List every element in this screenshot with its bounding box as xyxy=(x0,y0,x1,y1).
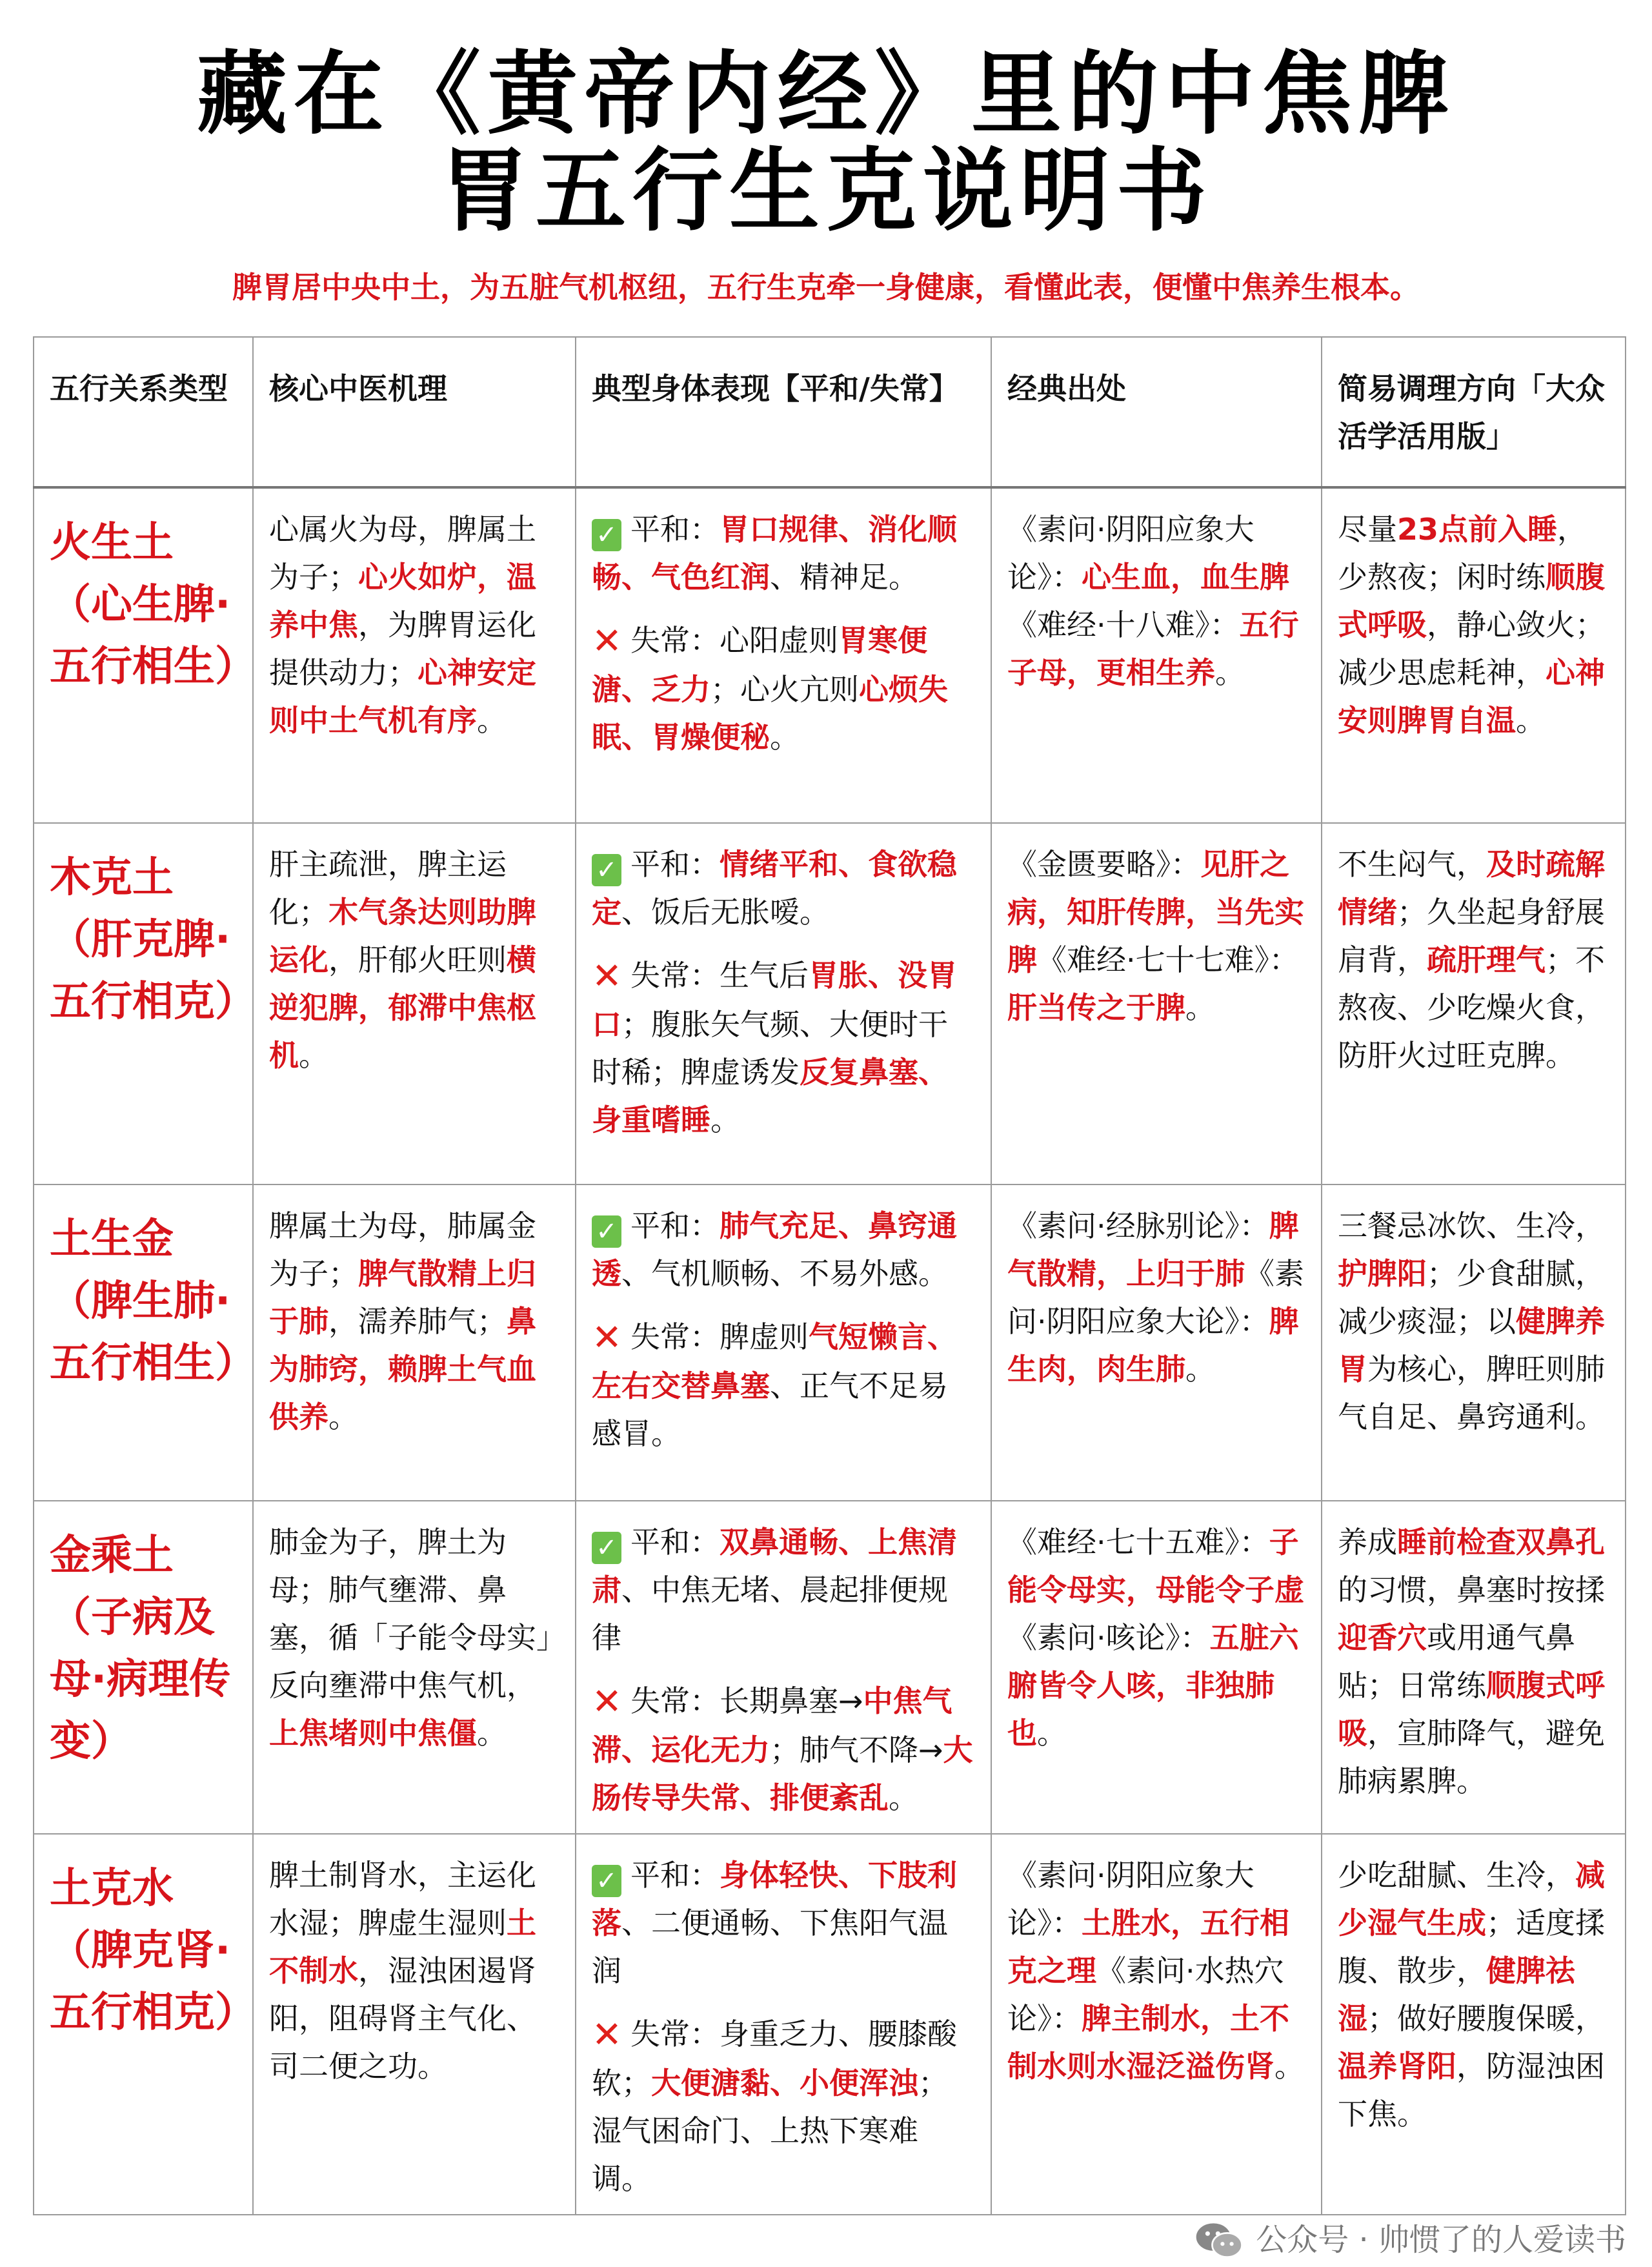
highlight-text: 胃口规律、消化顺畅、气色红润 xyxy=(592,512,957,595)
highlight-text: 大肠传导失常、排便紊乱 xyxy=(592,1733,973,1815)
body-text: 。 xyxy=(328,1399,358,1434)
advice-cell xyxy=(1322,1501,1626,1834)
body-text: 。 xyxy=(1037,1716,1067,1751)
body-text: 失常：心阳虚则 xyxy=(630,623,838,658)
highlight-text: 睡前检查双鼻孔 xyxy=(1397,1525,1605,1560)
highlight-text: 心生血，血生脾 xyxy=(1082,560,1289,595)
normal-state xyxy=(592,505,975,601)
advice-cell xyxy=(1322,823,1626,1184)
advice-cell xyxy=(1322,1184,1626,1501)
highlight-text: 温养肾阳 xyxy=(1338,2049,1456,2084)
body-text: ；适度揉腹、散步， xyxy=(1338,1906,1605,1988)
highlight-text: 中焦气滞、运化无力 xyxy=(592,1683,952,1767)
symptoms-cell xyxy=(576,823,991,1184)
abnormal-state xyxy=(592,951,975,1144)
body-text: 、饭后无胀嗳。 xyxy=(621,895,829,930)
cross-mark-icon: ✕ xyxy=(592,620,622,662)
body-text: 。 xyxy=(1185,990,1215,1025)
body-text: ；做好腰腹保暖， xyxy=(1367,2001,1605,2036)
body-text: ；少食甜腻，减少痰湿；以 xyxy=(1338,1256,1605,1339)
body-text: 平和： xyxy=(630,1858,720,1893)
highlight-text: 肺气充足、鼻窍通透 xyxy=(592,1208,957,1291)
body-text: 《难经·七十五难》： xyxy=(1007,1525,1269,1560)
highlight-text: 反复鼻塞、身重嗜睡 xyxy=(592,1055,948,1137)
body-text: 。 xyxy=(477,1716,507,1751)
body-text: 平和： xyxy=(630,1208,720,1243)
body-text: 肝主疏泄，脾主运化； xyxy=(269,847,507,930)
check-mark-icon: ✓ xyxy=(592,519,621,551)
watermark xyxy=(1194,2219,1626,2261)
body-text: ，湿浊困遏肾阳，阻碍肾主气化、司二便之功。 xyxy=(269,1953,536,2084)
cross-mark-icon: ✕ xyxy=(592,1317,622,1359)
body-text: 为核心，脾旺则肺气自足、鼻窍通利。 xyxy=(1338,1352,1605,1434)
highlight-text: 气短懒言、左右交替鼻塞 xyxy=(592,1319,957,1403)
body-text: 。 xyxy=(1185,1352,1215,1387)
body-text: ，濡养肺气； xyxy=(328,1304,507,1339)
table-row xyxy=(34,1184,1626,1501)
highlight-text: 五行子母，更相生养 xyxy=(1007,607,1299,690)
body-text: ，防湿浊困下焦。 xyxy=(1338,2049,1605,2131)
check-mark-icon: ✓ xyxy=(592,1215,621,1248)
body-text: 失常：脾虚则 xyxy=(630,1319,809,1354)
highlight-text: 身体轻快、下肢利落 xyxy=(592,1858,957,1940)
highlight-text: 双鼻通畅、上焦清肃 xyxy=(592,1525,957,1607)
body-text: ；湿气困命门、上热下寒难调。 xyxy=(592,2066,948,2196)
body-text: 少吃甜腻、生冷， xyxy=(1338,1858,1575,1893)
highlight-text: 横逆犯脾，郁滞中焦枢机 xyxy=(269,942,536,1073)
highlight-text: 心神安则脾胃自温 xyxy=(1338,655,1605,738)
body-text: ；腹胀矢气频、大便时干时稀；脾虚诱发 xyxy=(592,1007,948,1090)
highlight-text: 顺腹式呼吸 xyxy=(1338,560,1605,642)
body-text: 、气机顺畅、不易外感。 xyxy=(621,1256,948,1291)
body-text: 平和： xyxy=(630,512,720,547)
header-source: 经典出处 xyxy=(991,337,1322,487)
highlight-text: 23点前入睡 xyxy=(1397,512,1558,547)
cross-mark-icon: ✕ xyxy=(592,955,622,997)
mechanism-cell xyxy=(253,823,576,1184)
highlight-text: 护脾阳 xyxy=(1338,1256,1427,1291)
check-mark-icon: ✓ xyxy=(592,1865,621,1897)
highlight-text: 见肝之病，知肝传脾，当先实脾 xyxy=(1007,847,1304,977)
source-cell xyxy=(991,1834,1322,2215)
body-text: 心属火为母，脾属土为子； xyxy=(269,512,536,595)
mechanism-cell xyxy=(253,487,576,823)
body-text: 三餐忌冰饮、生冷， xyxy=(1338,1208,1605,1243)
mechanism-cell xyxy=(253,1834,576,2215)
body-text: 、精神足。 xyxy=(770,560,918,595)
body-text: 尽量 xyxy=(1338,512,1397,547)
body-text: 养成 xyxy=(1338,1525,1397,1560)
highlight-text: 五脏六腑皆令人咳，非独肺也 xyxy=(1007,1620,1299,1751)
body-text: ；肺气不降→ xyxy=(770,1733,943,1767)
body-text: ，肝郁火旺则 xyxy=(328,942,507,977)
highlight-text: 健脾养胃 xyxy=(1338,1304,1605,1387)
table-row xyxy=(34,487,1626,823)
normal-state xyxy=(592,840,975,936)
body-text: ；久坐起身舒展肩背， xyxy=(1338,895,1605,977)
body-text: ，静心敛火；减少思虑耗神， xyxy=(1338,607,1605,690)
relation-type-cell: 金乘土（子病及母·病理传变） xyxy=(34,1501,253,1834)
mechanism-cell xyxy=(253,1184,576,1501)
body-text: 《素问·阴阳应象大论》： xyxy=(1007,512,1254,595)
highlight-text: 减少湿气生成 xyxy=(1338,1858,1605,1940)
table-row xyxy=(34,1834,1626,2215)
normal-state xyxy=(592,1518,975,1662)
body-text: 《素问·阴阳应象大论》： xyxy=(1007,1858,1254,1940)
abnormal-state xyxy=(592,1677,975,1822)
page-title-line1: 藏在《黄帝内经》里的中焦脾 xyxy=(196,42,1455,147)
highlight-text: 子能令母实，母能令子虚 xyxy=(1007,1525,1304,1607)
body-text: 。 xyxy=(477,703,507,738)
mechanism-cell xyxy=(253,1501,576,1834)
table-row xyxy=(34,1501,1626,1834)
header-relation-type: 五行关系类型 xyxy=(34,337,253,487)
body-text: 《难经·七十七难》： xyxy=(1037,942,1299,977)
symptoms-cell xyxy=(576,1834,991,2215)
body-text: 《素问·咳论》： xyxy=(1007,1620,1210,1655)
body-text: 。 xyxy=(710,1103,740,1137)
body-text: 的习惯，鼻塞时按揉 xyxy=(1338,1572,1605,1607)
highlight-text: 胃寒便溏、乏力 xyxy=(592,623,927,707)
table-row xyxy=(34,823,1626,1184)
highlight-text: 心烦失眠、胃燥便秘 xyxy=(592,672,948,755)
body-text: ；不熬夜、少吃燥火食，防肝火过旺克脾。 xyxy=(1338,942,1605,1073)
header-mechanism: 核心中医机理 xyxy=(253,337,576,487)
symptoms-cell xyxy=(576,1501,991,1834)
body-text: 《素问·水热穴论》： xyxy=(1007,1953,1284,2036)
normal-state xyxy=(592,1202,975,1297)
source-cell xyxy=(991,1184,1322,1501)
body-text: 。 xyxy=(1215,655,1245,690)
body-text: 失常：长期鼻塞→ xyxy=(630,1683,863,1718)
highlight-text: 肝当传之于脾 xyxy=(1007,990,1185,1025)
body-text: 《金匮要略》： xyxy=(1007,847,1200,882)
cross-mark-icon: ✕ xyxy=(592,1681,622,1723)
body-text: 《素问·经脉别论》： xyxy=(1007,1208,1269,1243)
subtitle: 脾胃居中央中土，为五脏气机枢纽，五行生克牵一身健康，看懂此表，便懂中焦养生根本。 xyxy=(232,270,1420,305)
highlight-text: 胃胀、没胃口 xyxy=(592,958,957,1042)
cross-mark-icon: ✕ xyxy=(592,2014,622,2056)
symptoms-cell xyxy=(576,1184,991,1501)
highlight-text: 顺腹式呼吸 xyxy=(1338,1668,1605,1751)
body-text: 平和： xyxy=(630,847,720,882)
abnormal-state xyxy=(592,2010,975,2202)
body-text: 失常：生气后 xyxy=(630,958,809,993)
advice-cell xyxy=(1322,1834,1626,2215)
watermark-text: 公众号 · 帅惯了的人爱读书 xyxy=(1256,2222,1626,2258)
highlight-text: 土胜水，五行相克之理 xyxy=(1007,1906,1289,1988)
table-header-row xyxy=(34,337,1626,487)
source-cell xyxy=(991,1501,1322,1834)
relation-type-cell: 土生金（脾生肺·五行相生） xyxy=(34,1184,253,1501)
highlight-text: 大便溏黏、小便浑浊 xyxy=(651,2066,918,2100)
body-text: 。 xyxy=(299,1038,328,1073)
body-text: 。 xyxy=(1516,703,1546,738)
advice-cell xyxy=(1322,487,1626,823)
highlight-text: 心神安定则中土气机有序 xyxy=(269,655,536,738)
abnormal-state xyxy=(592,1313,975,1458)
highlight-text: 情绪平和、食欲稳定 xyxy=(592,847,957,930)
highlight-text: 土不制水 xyxy=(269,1906,536,1988)
relation-type-cell: 火生土（心生脾·五行相生） xyxy=(34,487,253,823)
highlight-text: 健脾祛湿 xyxy=(1338,1953,1575,2036)
highlight-text: 脾主制水，土不制水则水湿泛溢伤肾 xyxy=(1007,2001,1289,2084)
relation-type-cell: 木克土（肝克脾·五行相克） xyxy=(34,823,253,1184)
body-text: 。 xyxy=(770,720,800,755)
normal-state xyxy=(592,1851,975,1995)
highlight-text: 木气条达则助脾运化 xyxy=(269,895,536,977)
body-text: 《难经·十八难》： xyxy=(1007,607,1240,642)
body-text: ，为脾胃运化提供动力； xyxy=(269,607,536,690)
wechat-icon xyxy=(1194,2220,1245,2260)
source-cell xyxy=(991,823,1322,1184)
source-cell xyxy=(991,487,1322,823)
body-text: 平和： xyxy=(630,1525,720,1560)
highlight-text: 迎香穴 xyxy=(1338,1620,1427,1655)
body-text: 《素问·阴阳应象大论》： xyxy=(1007,1256,1304,1339)
highlight-text: 疏肝理气 xyxy=(1427,942,1546,977)
body-text: 、中焦无堵、晨起排便规律 xyxy=(592,1572,948,1655)
highlight-text: 脾气散精，上归于肺 xyxy=(1007,1208,1299,1291)
body-text: 不生闷气， xyxy=(1338,847,1486,882)
body-text: 脾土制肾水，主运化水湿；脾虚生湿则 xyxy=(269,1858,536,1940)
highlight-text: 鼻为肺窍，赖脾土气血供养 xyxy=(269,1304,536,1434)
body-text: 、正气不足易感冒。 xyxy=(592,1368,948,1451)
body-text: 。 xyxy=(889,1780,918,1815)
body-text: 肺金为子，脾土为母；肺气壅滞、鼻塞，循「子能令母实」反向壅滞中焦气机， xyxy=(269,1525,551,1703)
highlight-text: 脾生肉，肉生肺 xyxy=(1007,1304,1299,1387)
highlight-text: 脾气散精上归于肺 xyxy=(269,1256,536,1339)
body-text: ，宣肺降气，避免肺病累脾。 xyxy=(1338,1716,1605,1798)
five-elements-table xyxy=(33,336,1626,2215)
highlight-text: 及时疏解情绪 xyxy=(1338,847,1605,930)
body-text: ，少熬夜；闲时练 xyxy=(1338,512,1587,595)
abnormal-state xyxy=(592,616,975,761)
check-mark-icon: ✓ xyxy=(592,1532,621,1564)
body-text: ；心火亢则 xyxy=(710,672,859,707)
check-mark-icon: ✓ xyxy=(592,854,621,886)
body-text: 或用通气鼻贴；日常练 xyxy=(1338,1620,1575,1703)
body-text: 、二便通畅、下焦阳气温润 xyxy=(592,1906,948,1988)
relation-type-cell: 土克水（脾克肾·五行相克） xyxy=(34,1834,253,2215)
highlight-text: 上焦堵则中焦僵 xyxy=(269,1716,477,1751)
highlight-text: 心火如炉，温养中焦 xyxy=(269,560,536,642)
body-text: 。 xyxy=(1274,2049,1304,2084)
header-advice: 简易调理方向「大众活学活用版」 xyxy=(1322,337,1626,487)
body-text: 失常：身重乏力、腰膝酸软； xyxy=(592,2017,957,2100)
body-text: 脾属土为母，肺属金为子； xyxy=(269,1208,536,1291)
header-symptoms: 典型身体表现【平和/失常】 xyxy=(576,337,991,487)
page-title-line2: 胃五行生克说明书 xyxy=(438,139,1213,244)
symptoms-cell xyxy=(576,487,991,823)
